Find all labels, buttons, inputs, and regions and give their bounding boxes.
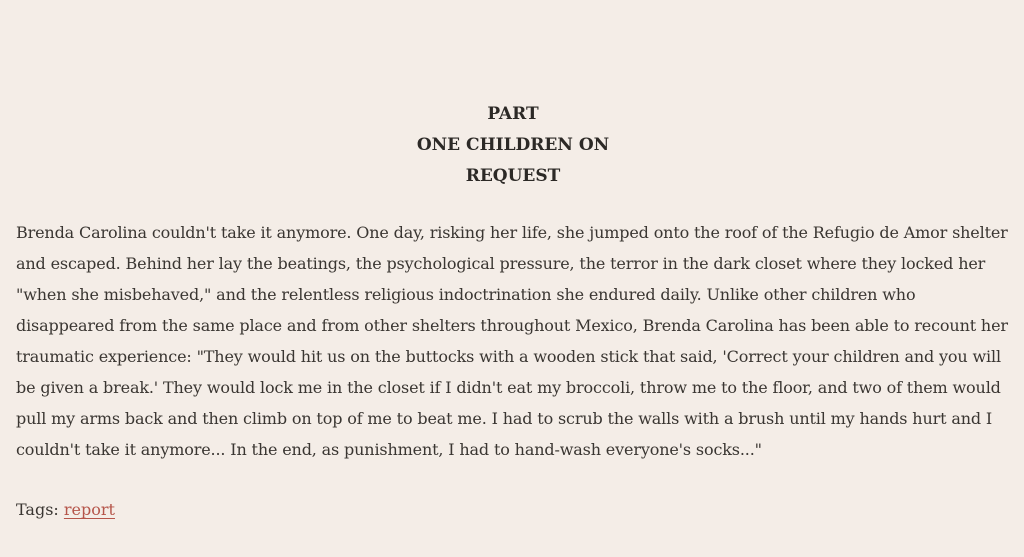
title-line: PART: [487, 104, 539, 124]
article-body: Brenda Carolina couldn't take it anymore. One day, risking her life, she jumped onto the roof of the Refugio de Amor shelter and escaped. Behind her lay the beatings, the psychological pressure, the terror in the dark closet where they locked her "when she misbehaved," and the relentless religious indoctrination she endured daily. Unlike other children who disappeared from the same place and from other shelters throughout Mexico, Brenda Carolina has been able to recount her traumatic experience: "They would hit us on the buttocks with a wooden stick that said, 'Correct your children and you will be given a break.' They would lock me in the closet if I didn't eat my broccoli, throw me to the floor, and two of them would pull my arms back and then climb on top of me to beat me. I had to scrub the walls with a brush until my hands hurt and I couldn't take it anymore... In the end, as punishment, I had to hand-wash everyone's socks...": [16, 223, 1008, 459]
article: [16, 0, 1010, 525]
tags-section: [16, 494, 1010, 525]
title-line: REQUEST: [465, 166, 561, 186]
title-line: ONE CHILDREN ON: [416, 135, 610, 155]
tag-link-report[interactable]: report: [63, 500, 115, 519]
tags-label: Tags:: [16, 500, 59, 519]
article-title: [16, 0, 1010, 192]
